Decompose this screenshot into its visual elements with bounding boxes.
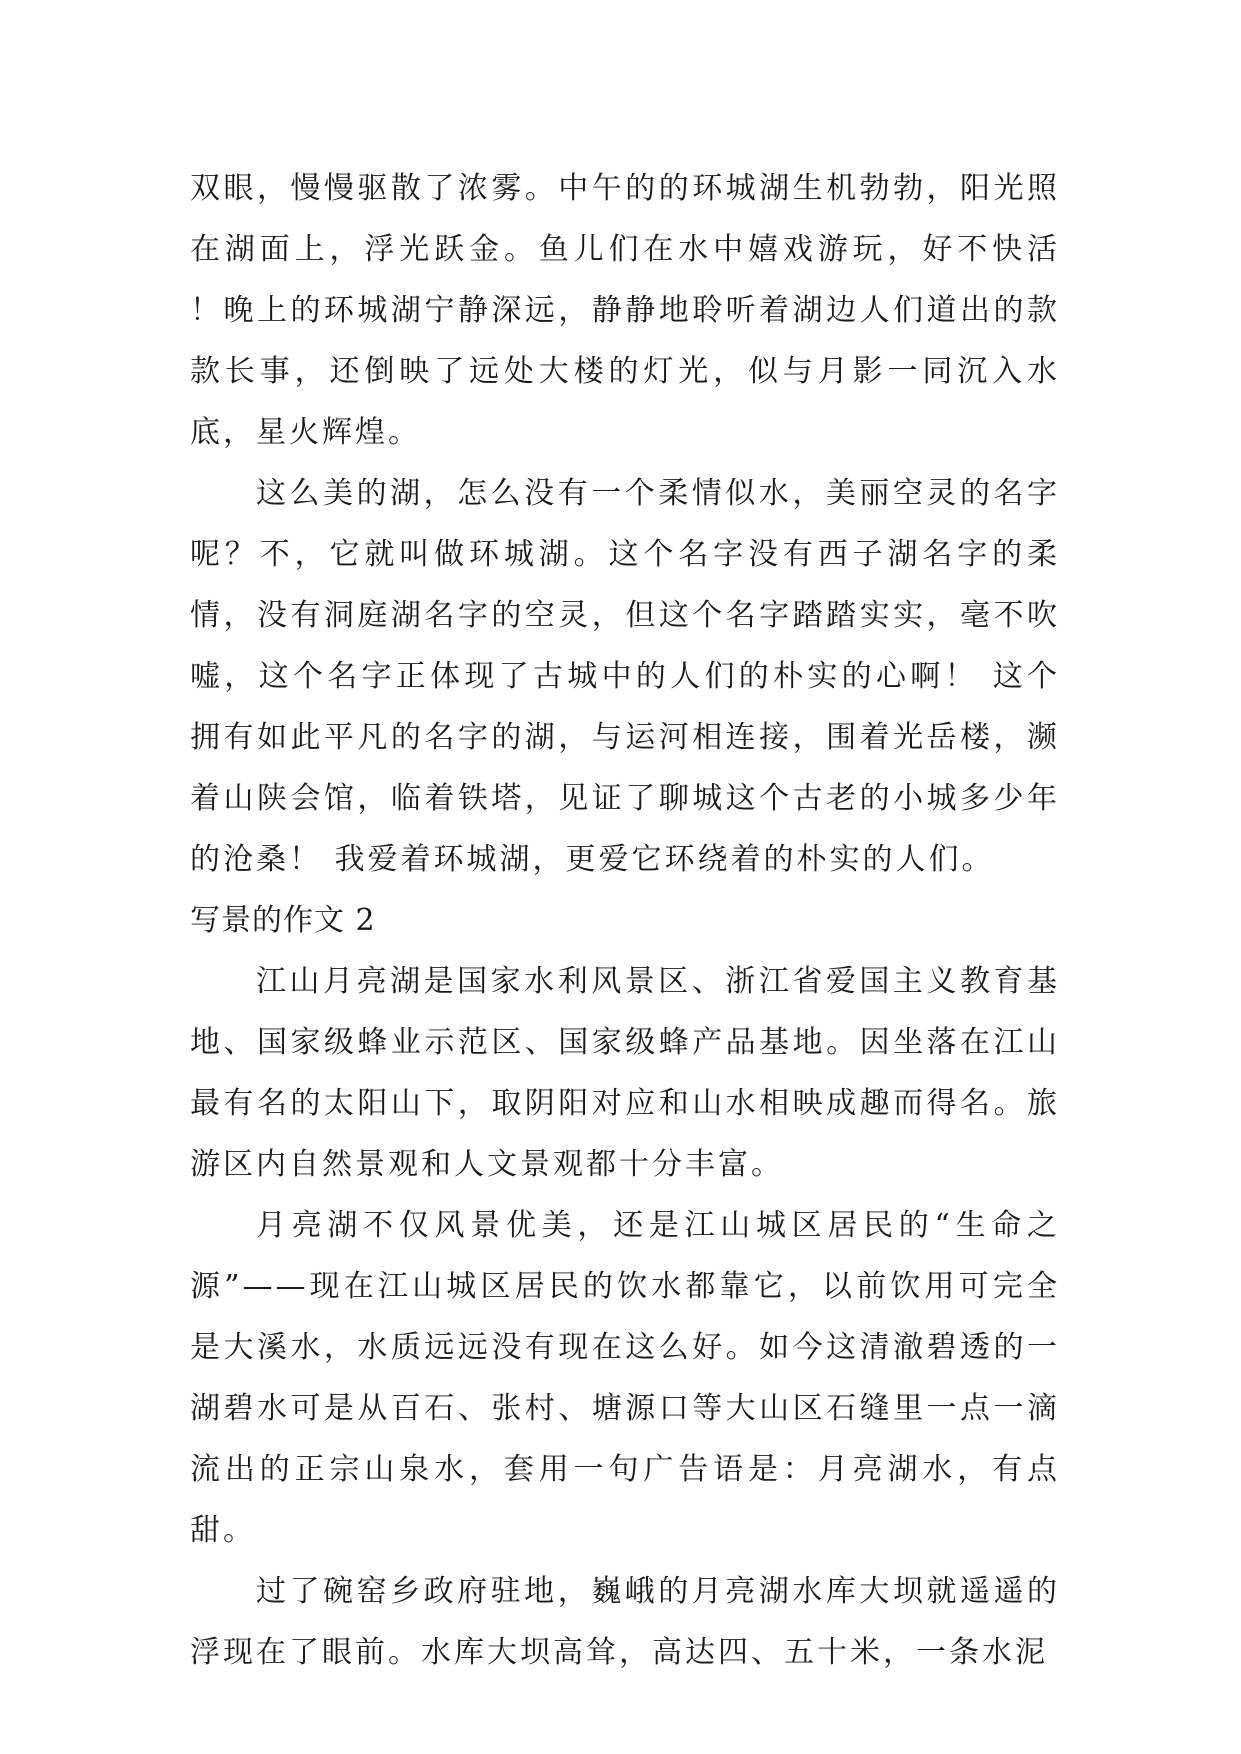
paragraph-lake-name: 这么美的湖，怎么没有一个柔情似水，美丽空灵的名字呢？不，它就叫做环城湖。这个名字没有西子湖名字的柔情，没有洞庭湖名字的空灵，但这个名字踏踏实实，毫不吹嘘，这个名字正体现了古城中的人们的朴实的心啊！ 这个拥有如此平凡的名字的湖，与运河相连接，围着光岳楼，濒着山陕会馆，临着铁塔，见证了聊城这个古老的小城多少年的沧桑！ 我爱着环城湖，更爱它环绕着的朴实的人们。 (190, 476, 1060, 877)
paragraph-moon-lake-water: 月亮湖不仅风景优美，还是江山城区居民的“生命之源”——现在江山城区居民的饮水都靠它，以前饮用可完全是大溪水，水质远远没有现在这么好。如今这清澈碧透的一湖碧水可是从百石、张村、塘源口等大山区石缝里一点一滴流出的正宗山泉水，套用一句广告语是：月亮湖水，有点甜。 (190, 1208, 1060, 1548)
paragraph-moon-lake-intro: 江山月亮湖是国家水利风景区、浙江省爱国主义教育基地、国家级蜂业示范区、国家级蜂产品基地。因坐落在江山最有名的太阳山下，取阴阳对应和山水相映成趣而得名。旅游区内自然景观和人文景观都十分丰富。 (190, 964, 1060, 1182)
paragraph-moon-lake-dam: 过了碗窑乡政府驻地，巍峨的月亮湖水库大坝就遥遥的浮现在了眼前。水库大坝高耸，高达四、五十米，一条水泥 (190, 1574, 1060, 1670)
essay-heading: 写景的作文 2 (190, 903, 376, 938)
document-body (190, 158, 1060, 1683)
paragraph-lake-day-night: 双眼，慢慢驱散了浓雾。中午的的环城湖生机勃勃，阳光照在湖面上，浮光跃金。鱼儿们在水中嬉戏游玩，好不快活 ！晚上的环城湖宁静深远，静静地聆听着湖边人们道出的款款长事，还倒映了远处大楼的灯光，似与月影一同沉入水底，星火辉煌。 (190, 171, 1060, 450)
